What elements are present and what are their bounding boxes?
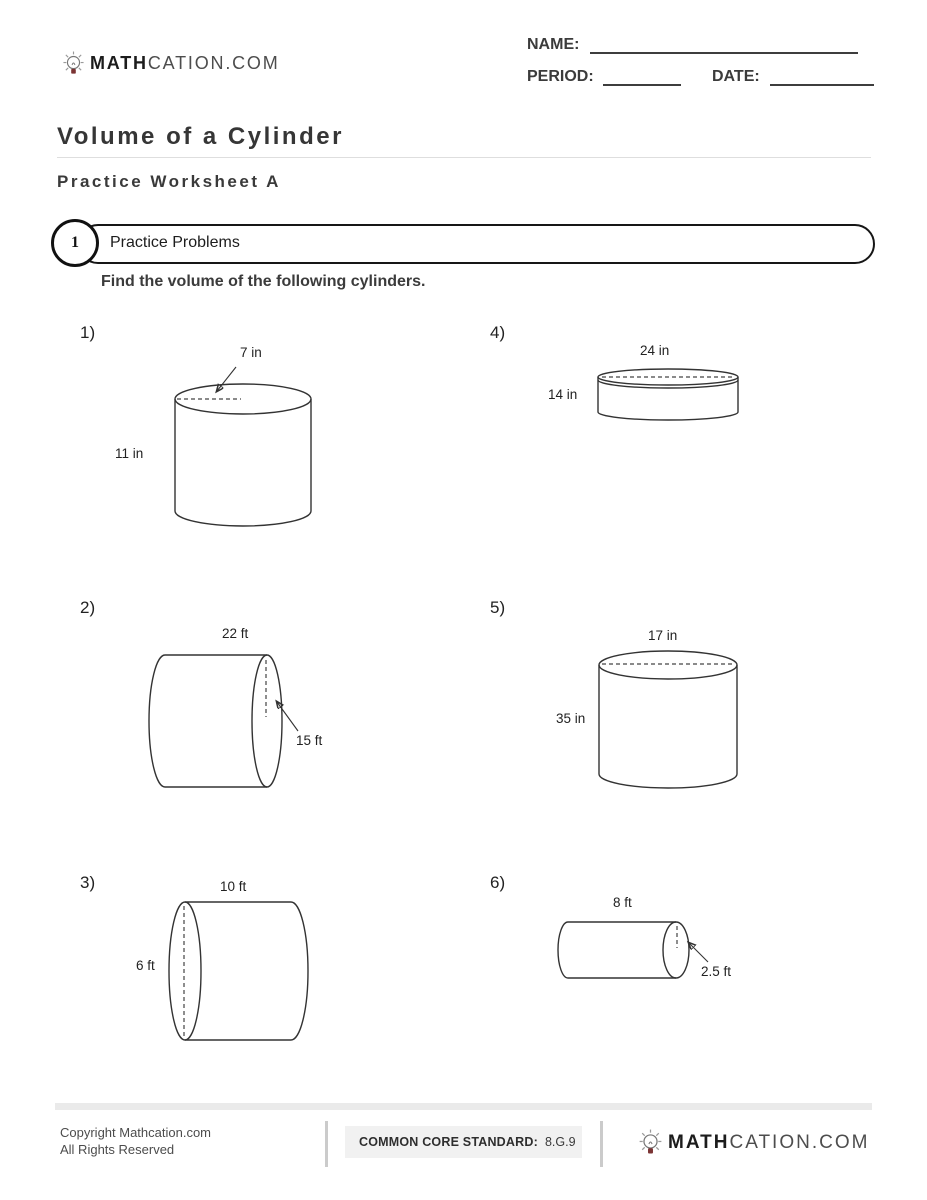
problem-1 xyxy=(70,315,470,590)
lightbulb-icon xyxy=(638,1128,663,1157)
problem-6 xyxy=(480,865,890,1100)
problem-6-number: 6) xyxy=(490,873,506,892)
name-label: NAME: xyxy=(527,36,580,53)
footer-logo xyxy=(638,1128,869,1157)
logo-light-part: CATION.COM xyxy=(729,1131,870,1153)
footer-copyright xyxy=(60,1124,211,1158)
section-number: 1 xyxy=(71,234,79,251)
period-blank-line xyxy=(603,69,681,86)
logo-bold-part: MATH xyxy=(668,1131,730,1153)
date-field-row xyxy=(712,68,874,86)
dimension-label-height: 11 in xyxy=(115,446,144,461)
logo-bold-part: MATH xyxy=(90,53,148,73)
footer-divider-right xyxy=(600,1121,603,1167)
date-label: DATE: xyxy=(712,68,760,85)
dimension-label-diameter: 17 in xyxy=(648,628,678,643)
problem-4 xyxy=(480,315,890,590)
dimension-label-length: 8 ft xyxy=(613,895,632,910)
problem-2 xyxy=(70,590,470,865)
copyright-line-1: Copyright Mathcation.com xyxy=(60,1125,212,1140)
footer-top-bar xyxy=(55,1103,872,1110)
period-field-row xyxy=(527,68,681,86)
common-core-box xyxy=(345,1126,582,1158)
problem-1-number: 1) xyxy=(80,323,96,342)
dimension-label-radius: 15 ft xyxy=(296,733,323,748)
problem-5 xyxy=(480,590,890,865)
dimension-label-diameter: 6 ft xyxy=(136,958,155,973)
problem-4-number: 4) xyxy=(490,323,506,342)
dimension-label-radius: 7 in xyxy=(240,345,262,360)
name-blank-line xyxy=(590,37,858,54)
dimension-label-height: 35 in xyxy=(556,711,586,726)
common-core-label: COMMON CORE STANDARD: xyxy=(359,1135,538,1149)
footer-logo-wordmark xyxy=(668,1132,869,1154)
problem-5-number: 5) xyxy=(490,598,506,617)
cylinder-figure-3 xyxy=(70,865,470,1100)
date-blank-line xyxy=(770,69,874,86)
copyright-line-2: All Rights Reserved xyxy=(60,1142,175,1157)
section-instruction: Find the volume of the following cylinders. xyxy=(101,273,426,290)
cylinder-figure-6 xyxy=(480,865,890,1100)
footer-divider-left xyxy=(325,1121,328,1167)
page-title: Volume of a Cylinder xyxy=(57,123,344,150)
section-heading: Practice Problems xyxy=(110,234,240,251)
problem-3-number: 3) xyxy=(80,873,96,892)
name-field-row xyxy=(527,36,858,54)
page-subtitle: Practice Worksheet A xyxy=(57,172,281,191)
period-label: PERIOD: xyxy=(527,68,594,85)
cylinder-figure-2 xyxy=(70,590,470,865)
dimension-label-diameter: 24 in xyxy=(640,343,670,358)
lightbulb-icon xyxy=(62,50,85,77)
logo-wordmark xyxy=(90,53,280,74)
problem-2-number: 2) xyxy=(80,598,96,617)
cylinder-figure-4 xyxy=(480,315,890,590)
dimension-label-length: 10 ft xyxy=(220,879,247,894)
common-core-value: 8.G.9 xyxy=(544,1135,576,1149)
header-logo xyxy=(62,50,280,77)
cylinder-figure-5 xyxy=(480,590,890,865)
title-divider xyxy=(57,157,871,158)
dimension-label-height: 14 in xyxy=(548,387,578,402)
dimension-label-radius: 2.5 ft xyxy=(701,964,732,979)
logo-light-part: CATION.COM xyxy=(147,53,280,73)
dimension-label-length: 22 ft xyxy=(222,626,249,641)
problem-3 xyxy=(70,865,470,1100)
section-number-badge xyxy=(51,219,99,267)
